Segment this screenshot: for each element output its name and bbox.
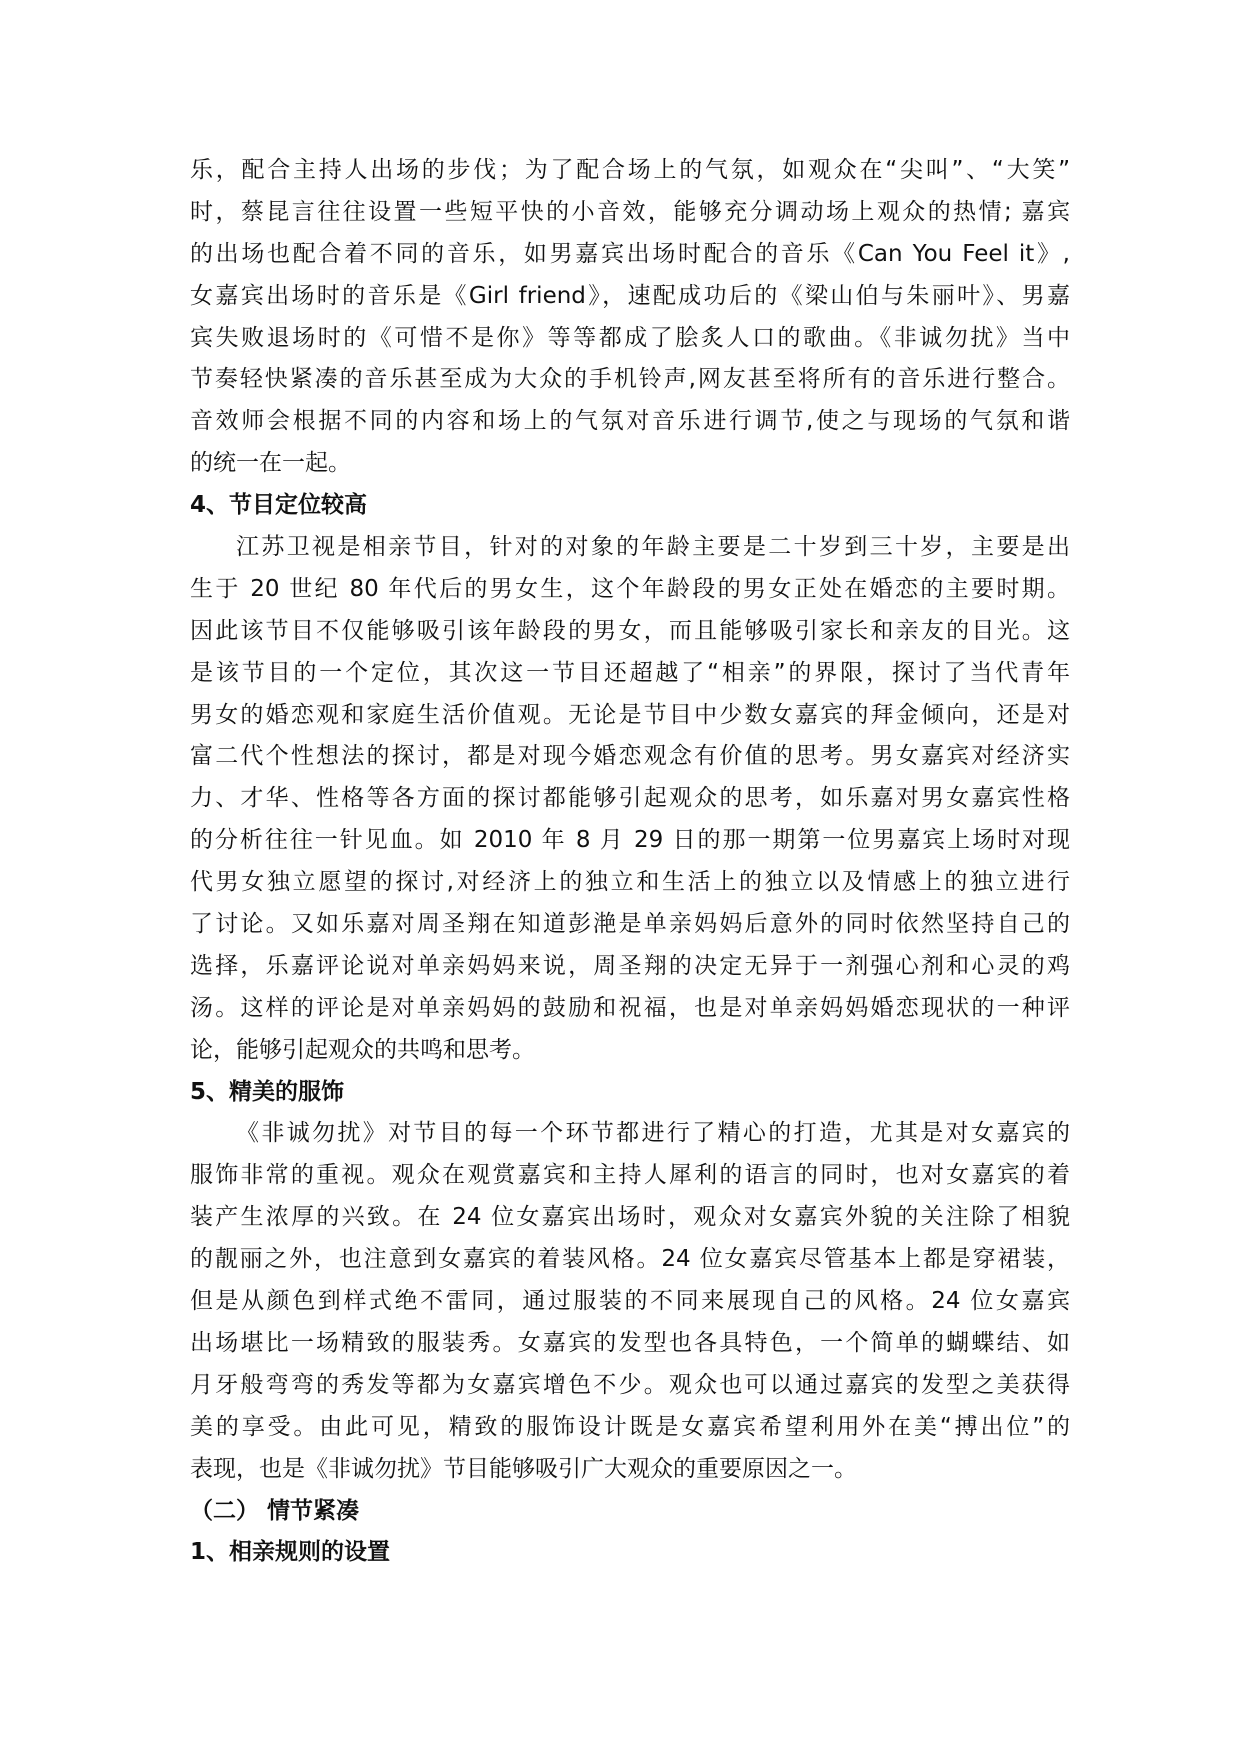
paragraph-line: 生于 20 世纪 80 年代后的男女生，这个年龄段的男女正处在婚恋的主要时期。 <box>190 575 1070 602</box>
paragraph-line: 月牙般弯弯的秀发等都为女嘉宾增色不少。观众也可以通过嘉宾的发型之美获得 <box>190 1371 1070 1398</box>
paragraph-line: 乐，配合主持人出场的步伐；为了配合场上的气氛，如观众在“尖叫”、“大笑” <box>190 157 1070 183</box>
chapter-heading: （二） 情节紧凑 <box>190 1497 360 1524</box>
paragraph-line: 是该节目的一个定位，其次这一节目还超越了“相亲”的界限，探讨了当代青年 <box>190 659 1070 686</box>
section-heading: 5、精美的服饰 <box>190 1078 345 1105</box>
paragraph-line: 代男女独立愿望的探讨,对经济上的独立和生活上的独立以及情感上的独立进行 <box>190 869 1070 896</box>
paragraph-line: 因此该节目不仅能够吸引该年龄段的男女，而且能够吸引家长和亲友的目光。这 <box>190 617 1070 644</box>
paragraph-costume <box>190 1113 1070 1490</box>
section-heading: 1、相亲规则的设置 <box>190 1539 391 1566</box>
paragraph-line: 的统一在一起。 <box>190 450 351 477</box>
paragraph-line: 富二代个性想法的探讨，都是对现今婚恋观念有价值的思考。男女嘉宾对经济实 <box>190 743 1070 770</box>
paragraph-line: 女嘉宾出场时的音乐是《Girl friend》，速配成功后的《梁山伯与朱丽叶》、男嘉 <box>190 282 1070 309</box>
paragraph-line: 装产生浓厚的兴致。在 24 位女嘉宾出场时，观众对女嘉宾外貌的关注除了相貌 <box>190 1204 1070 1231</box>
paragraph-line: 美的享受。由此可见，精致的服饰设计既是女嘉宾希望利用外在美“搏出位”的 <box>190 1413 1070 1440</box>
paragraph-line: 的出场也配合着不同的音乐，如男嘉宾出场时配合的音乐《Can You Feel it》, <box>190 240 1070 267</box>
paragraph-line: 节奏轻快紧凑的音乐甚至成为大众的手机铃声,网友甚至将所有的音乐进行整合。 <box>190 366 1070 393</box>
paragraph-music <box>190 150 1070 485</box>
paragraph-line: 音效师会根据不同的内容和场上的气氛对音乐进行调节,使之与现场的气氛和谐 <box>190 408 1070 435</box>
paragraph-line: 宾失败退场时的《可惜不是你》等等都成了脍炙人口的歌曲。《非诚勿扰》当中 <box>190 324 1070 351</box>
paragraph-line: 力、才华、性格等各方面的探讨都能够引起观众的思考，如乐嘉对男女嘉宾性格 <box>190 785 1070 812</box>
paragraph-line: 论，能够引起观众的共鸣和思考。 <box>190 1036 535 1063</box>
paragraph-line: 选择，乐嘉评论说对单亲妈妈来说，周圣翔的决定无异于一剂强心剂和心灵的鸡 <box>190 952 1070 979</box>
paragraph-line: 服饰非常的重视。观众在观赏嘉宾和主持人犀利的语言的同时，也对女嘉宾的着 <box>190 1162 1070 1189</box>
paragraph-line: 了讨论。又如乐嘉对周圣翔在知道彭滟是单亲妈妈后意外的同时依然坚持自己的 <box>190 911 1070 938</box>
paragraph-positioning <box>190 527 1070 1072</box>
paragraph-line: 《非诚勿扰》对节目的每一个环节都进行了精心的打造，尤其是对女嘉宾的 <box>236 1120 1070 1147</box>
paragraph-line: 时，蔡昆言往往设置一些短平快的小音效，能够充分调动场上观众的热情; 嘉宾 <box>190 198 1070 225</box>
document-body <box>190 150 1070 1574</box>
paragraph-line: 江苏卫视是相亲节目，针对的对象的年龄主要是二十岁到三十岁，主要是出 <box>236 534 1070 561</box>
paragraph-line: 的靓丽之外，也注意到女嘉宾的着装风格。24 位女嘉宾尽管基本上都是穿裙装， <box>190 1246 1070 1273</box>
section-heading: 4、节目定位较高 <box>190 492 368 519</box>
paragraph-line: 但是从颜色到样式绝不雷同，通过服装的不同来展现自己的风格。24 位女嘉宾 <box>190 1288 1070 1315</box>
paragraph-line: 的分析往往一针见血。如 2010 年 8 月 29 日的那一期第一位男嘉宾上场时对现 <box>190 827 1070 854</box>
paragraph-line: 表现，也是《非诚勿扰》节目能够吸引广大观众的重要原因之一。 <box>190 1455 857 1482</box>
paragraph-line: 男女的婚恋观和家庭生活价值观。无论是节目中少数女嘉宾的拜金倾向，还是对 <box>190 701 1070 728</box>
paragraph-line: 出场堪比一场精致的服装秀。女嘉宾的发型也各具特色，一个简单的蝴蝶结、如 <box>190 1329 1070 1356</box>
paragraph-line: 汤。这样的评论是对单亲妈妈的鼓励和祝福，也是对单亲妈妈婚恋现状的一种评 <box>190 994 1070 1021</box>
